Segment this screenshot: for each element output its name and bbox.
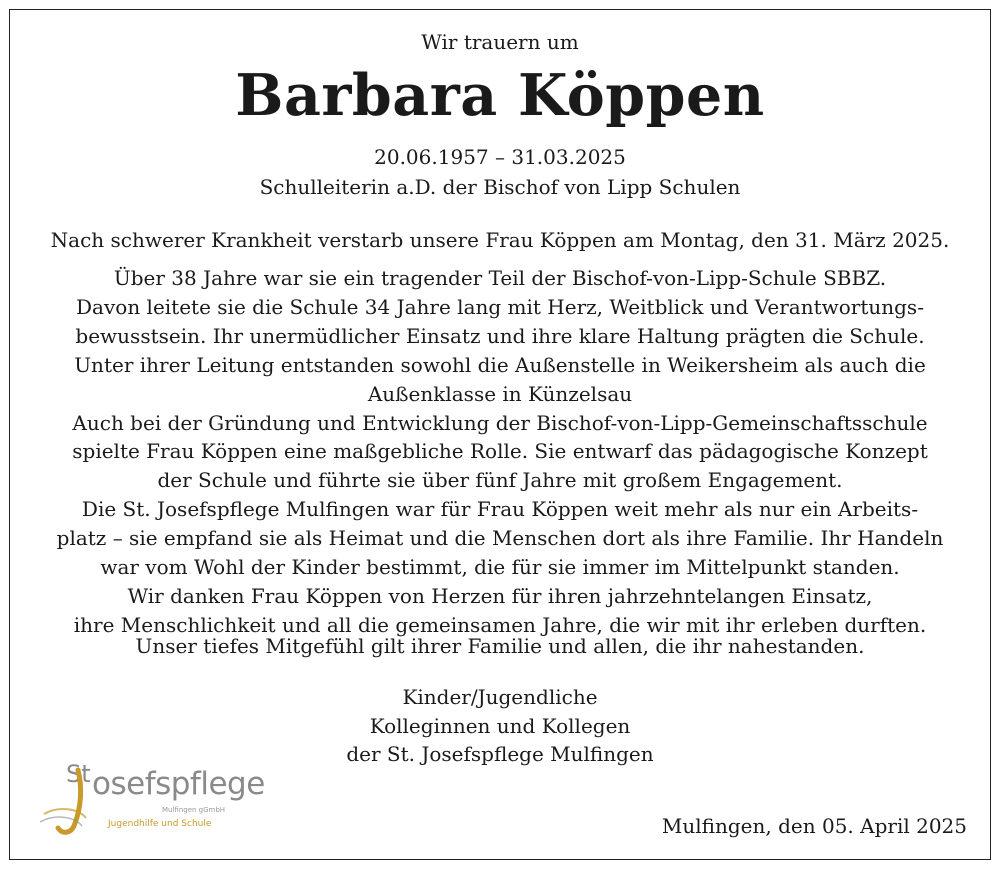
logo-letters: St (66, 760, 91, 788)
tribute-line: der Schule und führte sie über fünf Jahre mit großem Engagement. (157, 468, 843, 493)
tribute-line: Unter ihrer Leitung entstanden sowohl die Außenstelle in Weikersheim als auch die (74, 352, 926, 377)
tribute-text (0, 264, 1000, 640)
tribute-line: Die St. Josefspflege Mulfingen war für Frau Köppen weit mehr als nur ein Arbeits- (81, 497, 919, 522)
tribute-line: Über 38 Jahre war sie ein tragender Teil der Bischof-von-Lipp-Schule SBBZ. (113, 266, 887, 290)
logo-subline: Mulfingen gGmbH (162, 806, 226, 814)
tribute-line: spielte Frau Köppen eine maßgebliche Rolle. Sie entwarf das pädagogische Konzept (72, 439, 928, 464)
josefspflege-logo (38, 756, 265, 840)
signer-line: der St. Josefspflege Mulfingen (346, 742, 654, 766)
deceased-name: Barbara Köppen (235, 62, 765, 129)
signer-line: Kinder/Jugendliche (402, 685, 598, 709)
tribute-line: Wir danken Frau Köppen von Herzen für ihren jahrzehntelangen Einsatz, (127, 583, 873, 608)
tribute-line: war vom Wohl der Kinder bestimmt, die für sie immer im Mittelpunkt standen. (100, 555, 900, 580)
tribute-line: Außenklasse in Künzelsau (367, 381, 633, 406)
logo-tagline: Jugendhilfe und Schule (108, 819, 212, 829)
logo-brand-text: osefspflege (92, 766, 265, 802)
tribute-line: bewusstsein. Ihr unermüdlicher Einsatz und ihre klare Haltung prägten die Schule. (75, 323, 925, 348)
signer-line: Kolleginnen und Kollegen (369, 713, 631, 738)
tribute-line: Davon leitete sie die Schule 34 Jahre lang mit Herz, Weitblick und Verantwortungs- (76, 294, 924, 319)
tribute-line: Auch bei der Gründung und Entwicklung der Bischof-von-Lipp-Gemeinschaftsschule (72, 410, 928, 435)
intro-text: Wir trauern um (421, 30, 579, 54)
deceased-role: Schulleiterin a.D. der Bischof von Lipp Schulen (259, 175, 741, 199)
sympathy-line: Unser tiefes Mitgefühl gilt ihrer Familie und allen, die ihr nahestanden. (135, 634, 865, 658)
place-and-date: Mulfingen, den 05. April 2025 (661, 814, 967, 838)
tribute-line: platz – sie empfand sie als Heimat und die Menschen dort als ihre Familie. Ihr Handeln (56, 526, 944, 551)
life-dates: 20.06.1957 – 31.03.2025 (374, 145, 626, 169)
tribute-line: ihre Menschlichkeit und all die gemeinsamen Jahre, die wir mit ihr erleben durften. (73, 612, 927, 637)
lead-sentence: Nach schwerer Krankheit verstarb unsere Frau Köppen am Montag, den 31. März 2025. (50, 228, 950, 252)
